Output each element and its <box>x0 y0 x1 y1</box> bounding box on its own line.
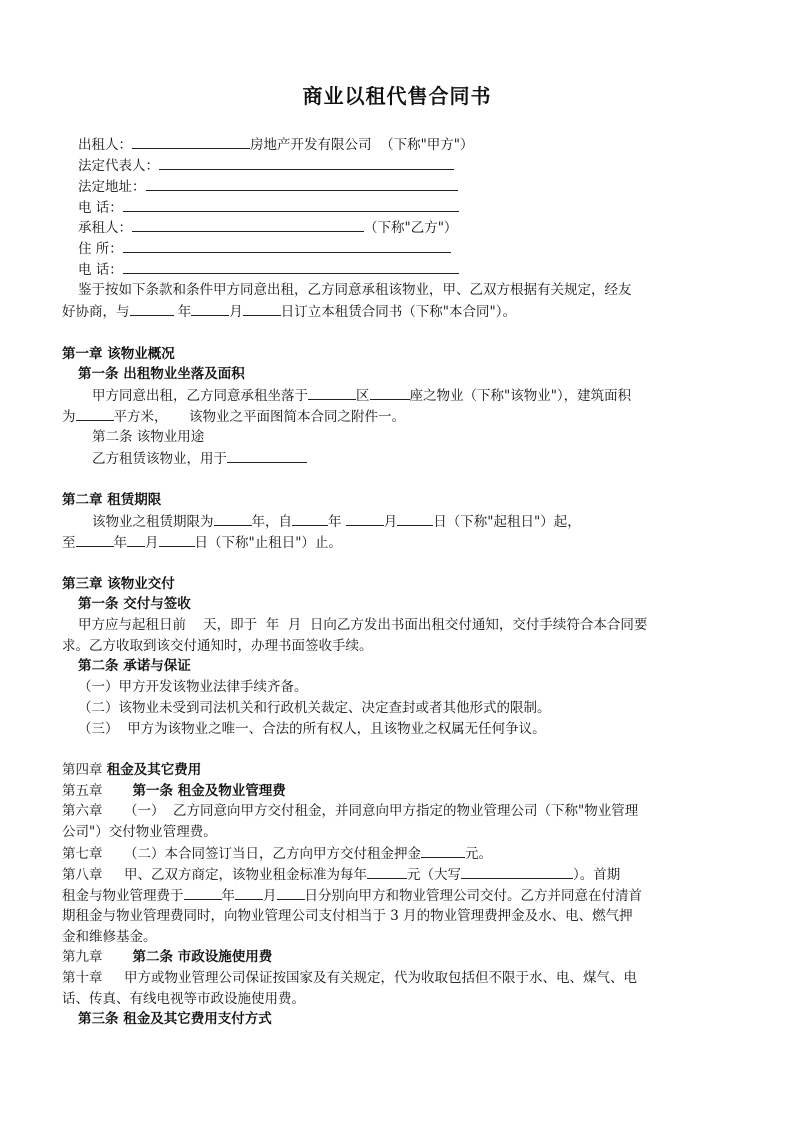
ch1-article1-heading: 第一条 出租物业坐落及面积 <box>78 366 245 382</box>
ch8-line1 <box>62 864 620 885</box>
start-year-blank[interactable] <box>292 511 328 526</box>
rent-uppercase-blank[interactable] <box>461 864 573 879</box>
text: 年 <box>221 888 235 904</box>
ch2-line1 <box>92 511 581 532</box>
text: 第九章 <box>62 949 103 965</box>
preamble-line2 <box>62 301 516 322</box>
end-month-blank[interactable] <box>127 532 145 547</box>
ch1-article2-text <box>92 448 307 469</box>
ch10-line1 <box>62 968 637 988</box>
text: 月 <box>383 514 398 530</box>
text: 平方米， 该物业之平面图简本合同之附件一。 <box>113 409 405 425</box>
legal-address-blank[interactable] <box>146 176 458 191</box>
lessee-blank[interactable] <box>132 217 364 232</box>
text: 第四章 <box>62 762 103 778</box>
text: 第二条 市政设施使用费 <box>132 949 273 965</box>
text: 该物业之租赁期限为 <box>92 514 214 530</box>
text: 第八章 <box>62 867 103 883</box>
phone2-blank[interactable] <box>123 259 459 274</box>
end-year-blank[interactable] <box>76 532 114 547</box>
ch2-line2 <box>62 532 342 553</box>
ch8-line4: 金和维修基金。 <box>62 929 157 945</box>
ch8-line3: 期租金与物业管理费同时，向物业管理公司支付相当于 3 月的物业管理费押金及水、电、燃气押 <box>62 908 633 924</box>
text: ）。首期 <box>572 867 621 883</box>
residence-label: 住 所： <box>78 241 123 257</box>
text: 元。 <box>464 846 492 862</box>
first-pay-day-blank[interactable] <box>277 885 305 900</box>
lessee-label: 承租人： <box>78 220 132 236</box>
lessor-alias: （下称"甲方"） <box>380 137 474 153</box>
text: （二）本合同签订当日，乙方向甲方交付租金押金 <box>123 846 421 862</box>
text: 年，自 <box>251 514 292 530</box>
term-years-blank[interactable] <box>214 511 252 526</box>
ch3-article1-line2: 求。乙方收取到该交付通知时，办理书面签收手续。 <box>62 638 373 654</box>
phone1-blank[interactable] <box>123 197 459 212</box>
lessee-line <box>78 217 457 238</box>
ch4-article1-heading <box>62 781 286 801</box>
legal-rep-label: 法定代表人： <box>78 158 159 174</box>
preamble-tail: 日订立本租赁合同书（下称"本合同"）。 <box>280 304 516 320</box>
sign-year-blank[interactable] <box>130 301 174 316</box>
ch1-article2-heading: 第二条 该物业用途 <box>92 429 205 445</box>
ch10-line2: 话、传真、有线电视等市政设施使用费。 <box>62 991 305 1007</box>
preamble-line1: 鉴于按如下条款和条件甲方同意出租，乙方同意承租该物业，甲、乙双方根据有关规定，经友 <box>78 282 632 298</box>
chapter2-heading: 第二章 租赁期限 <box>62 492 162 508</box>
month-label: 月 <box>229 304 243 320</box>
text: 日（下称"起租日"）起， <box>433 514 581 530</box>
text: 年 <box>113 535 127 551</box>
ch3-item3: （三） 甲方为该物业之唯一、合法的所有权人，且该物业之权属无任何争议。 <box>78 721 546 737</box>
ch3-item1: （一）甲方开发该物业法律手续齐备。 <box>78 679 308 695</box>
ch4-article3-heading: 第三条 租金及其它费用支付方式 <box>78 1011 272 1027</box>
start-day-blank[interactable] <box>397 511 433 526</box>
text: 月 <box>263 888 277 904</box>
sign-day-blank[interactable] <box>243 301 281 316</box>
ch6-line1 <box>62 801 638 821</box>
ch3-item2: （二）该物业未受到司法机关和行政机关裁定、决定查封或者其他形式的限制。 <box>78 700 551 716</box>
text: 区 <box>356 388 370 404</box>
district-blank[interactable] <box>308 385 356 400</box>
text: 为 <box>62 409 76 425</box>
legal-address-line <box>78 176 458 197</box>
legal-rep-line <box>78 155 454 176</box>
lessor-label: 出租人： <box>78 137 132 153</box>
ch3-article1-line1: 甲方应与起租日前 天，即于 年 月 日向乙方发出书面出租交付通知，交付手续符合本合同要 <box>78 617 648 633</box>
ch6-line2: 公司"）交付物业管理费。 <box>62 824 217 840</box>
text: 第十章 <box>62 970 103 986</box>
text: 甲方同意出租，乙方同意承租坐落于 <box>92 388 308 404</box>
text: 甲方或物业管理公司保证按国家及有关规定，代为收取包括但不限于水、电、煤气、电 <box>123 970 637 986</box>
legal-rep-blank[interactable] <box>159 155 454 170</box>
sign-month-blank[interactable] <box>191 301 229 316</box>
text: 元（大写 <box>406 867 461 883</box>
first-pay-month-blank[interactable] <box>235 885 263 900</box>
text: 至 <box>62 535 76 551</box>
deposit-blank[interactable] <box>421 843 465 858</box>
year-label: 年 <box>177 304 192 320</box>
text: 第五章 <box>62 783 103 799</box>
chapter1-heading: 第一章 该物业概况 <box>62 346 175 362</box>
phone1-line <box>78 197 459 218</box>
ch3-article1-heading: 第一条 交付与签收 <box>78 596 191 612</box>
text: 第一条 租金及物业管理费 <box>132 783 286 799</box>
legal-address-label: 法定地址： <box>78 179 146 195</box>
area-blank[interactable] <box>76 406 114 421</box>
residence-blank[interactable] <box>123 238 451 253</box>
usage-blank[interactable] <box>227 448 307 463</box>
text: 第六章 <box>62 803 103 819</box>
end-day-blank[interactable] <box>159 532 195 547</box>
text: 月 <box>145 535 159 551</box>
text: 年 <box>328 514 342 530</box>
ch8-line2 <box>62 885 642 906</box>
preamble-text: 好协商，与 <box>62 304 130 320</box>
text: 日（下称"止租日"）止。 <box>194 535 342 551</box>
start-month-blank[interactable] <box>346 511 384 526</box>
lessor-line <box>78 134 474 155</box>
ch4-article2-heading <box>62 947 272 967</box>
ch1-article1-line1 <box>92 385 631 406</box>
phone1-label: 电 话： <box>78 200 123 216</box>
ch7-line <box>62 843 492 864</box>
first-pay-year-blank[interactable] <box>184 885 222 900</box>
lessor-suffix: 房地产开发有限公司 <box>250 137 372 153</box>
chapter3-heading: 第三章 该物业交付 <box>62 576 175 592</box>
phone2-label: 电 话： <box>78 262 123 278</box>
text: 第七章 <box>62 846 103 862</box>
text: 租金与物业管理费于 <box>62 888 184 904</box>
block-blank[interactable] <box>370 385 410 400</box>
text: 甲、乙双方商定，该物业租金标准为每年 <box>123 867 367 883</box>
lessor-blank[interactable] <box>132 134 250 149</box>
text: 座之物业（下称"该物业"），建筑面积 <box>409 388 632 404</box>
chapter4-heading <box>62 760 201 780</box>
document-title: 商业以租代售合同书 <box>302 84 492 108</box>
text: 日分别向甲方和物业管理公司交付。乙方并同意在付清首 <box>304 888 642 904</box>
text: （一） 乙方同意向甲方交付租金，并同意向甲方指定的物业管理公司（下称"物业管理 <box>123 803 639 819</box>
annual-rent-blank[interactable] <box>367 864 407 879</box>
ch1-article1-line2 <box>62 406 405 427</box>
ch3-article2-heading: 第二条 承诺与保证 <box>78 658 191 674</box>
text: 乙方租赁该物业，用于 <box>92 451 227 467</box>
text: 租金及其它费用 <box>106 762 202 778</box>
phone2-line <box>78 259 459 280</box>
residence-line <box>78 238 451 259</box>
lessee-alias: （下称"乙方"） <box>364 220 458 236</box>
